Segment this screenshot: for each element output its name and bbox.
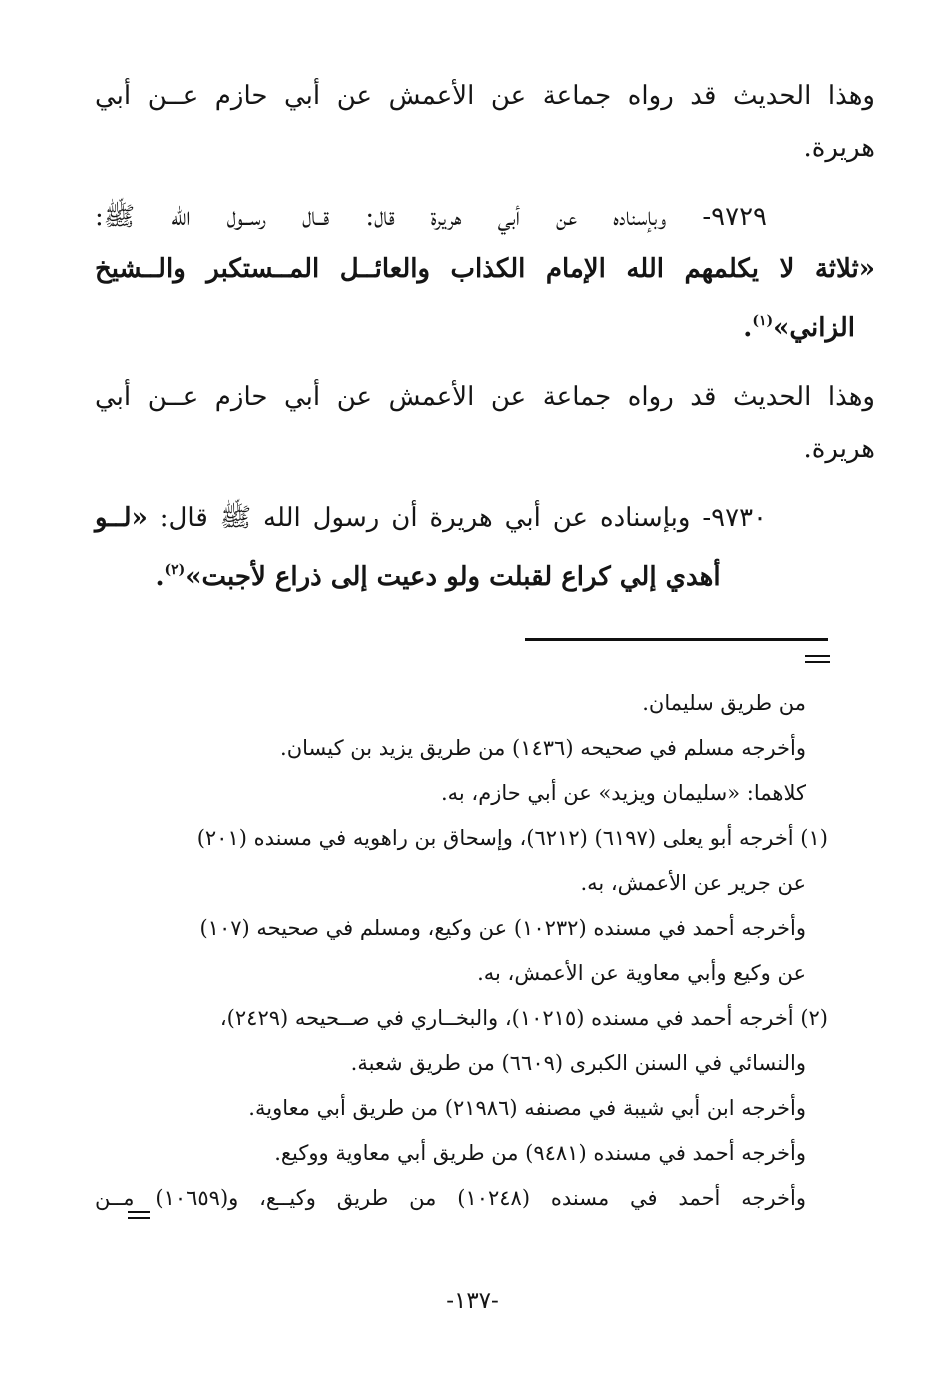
footnote-line: وأخرجه مسلم في صحيحه (١٤٣٦) من طريق يزيد بن كيسان. [280, 736, 806, 760]
body-line: هريرة. [803, 133, 875, 163]
footnote-line: عن جرير عن الأعمش، به. [580, 871, 806, 895]
footnote-line: والنسائي في السنن الكبرى (٦٦٠٩) من طريق شعبة. [350, 1051, 806, 1075]
period: . [155, 562, 165, 592]
continuation-bar [805, 661, 830, 663]
hadith-entry-9730 [95, 492, 875, 603]
paragraph-commentary-1 [95, 70, 875, 174]
footnote-continuation-mark-top [805, 655, 830, 665]
footnote-line: وأخرجه أحمد في مسنده (٩٤٨١) من طريق أبي معاوية ووكيع. [274, 1141, 806, 1165]
footnote-line: كلاهما: «سليمان ويزيد» عن أبي حازم، به. [440, 781, 806, 805]
footnote-separator-line [525, 638, 828, 641]
footnotes-block [95, 681, 828, 1221]
footnote-ref-2: (٢) [164, 562, 186, 578]
footnote-line-marker-1: (١) أخرجه أبو يعلى (٦١٩٧) (٦٢١٢)، وإسحاق بن راهويه في مسنده (٢٠١) [196, 826, 828, 850]
hadith-quote-start: «لــو [95, 503, 148, 533]
hadith-quote-line [95, 295, 855, 354]
footnote-line-marker-2: (٢) أخرجه أحمد في مسنده (١٠٢١٥)، والبخــاري في صــحيحه (٢٤٢٩)، [219, 1006, 828, 1030]
continuation-bar [805, 655, 830, 657]
footnote-line: وأخرجه ابن أبي شيبة في مصنفه (٢١٩٨٦) من طريق أبي معاوية. [248, 1096, 806, 1120]
body-line: وهذا الحديث قد رواه جماعة عن الأعمش عن أبي حازم عــن أبي [95, 81, 875, 111]
body-line: هريرة. [803, 434, 875, 464]
page-number: -١٣٧- [446, 1288, 499, 1314]
continuation-bar [128, 1217, 150, 1219]
body-text [95, 70, 875, 620]
continuation-bar [128, 1211, 150, 1213]
hadith-isnad-text: ٩٧٣٠- وبإسناده عن أبي هريرة أن رسول الله ﷺ قال: [147, 503, 767, 533]
hadith-isnad-line: ٩٧٢٩- وبإسناده عن أبي هريرة قال: قــال رســول الله ﷺ: [95, 202, 767, 232]
period: . [743, 313, 753, 343]
footnote-continuation-mark-bottom [128, 1211, 150, 1221]
body-line: وهذا الحديث قد رواه جماعة عن الأعمش عن أبي حازم عــن أبي [95, 382, 875, 412]
footnote-line: من طريق سليمان. [642, 691, 806, 715]
paragraph-commentary-2 [95, 371, 875, 475]
footnote-ref-1: (١) [752, 313, 774, 329]
hadith-quote-line: «ثلاثة لا يكلمهم الله الإمام الكذاب والعائــل المــستكبر والــشيخ [95, 254, 875, 284]
hadith-quote-line [143, 544, 733, 603]
hadith-isnad-line [95, 492, 875, 544]
footnote-line: عن وكيع وأبي معاوية عن الأعمش، به. [477, 961, 806, 985]
footnote-line: وأخرجه أحمد في مسنده (١٠٢٣٢) عن وكيع، ومسلم في صحيحه (١٠٧) [199, 916, 806, 940]
hadith-entry-9729 [95, 191, 875, 354]
hadith-quote-end-text: الزاني» [773, 313, 855, 343]
footnote-line: وأخرجه أحمد في مسنده (١٠٢٤٨) من طريق وكيــع، و(١٠٦٥٩) مــن [95, 1186, 806, 1210]
hadith-quote-end-text: أهدي إلي كراع لقبلت ولو دعيت إلى ذراع لأجبت» [185, 562, 721, 592]
